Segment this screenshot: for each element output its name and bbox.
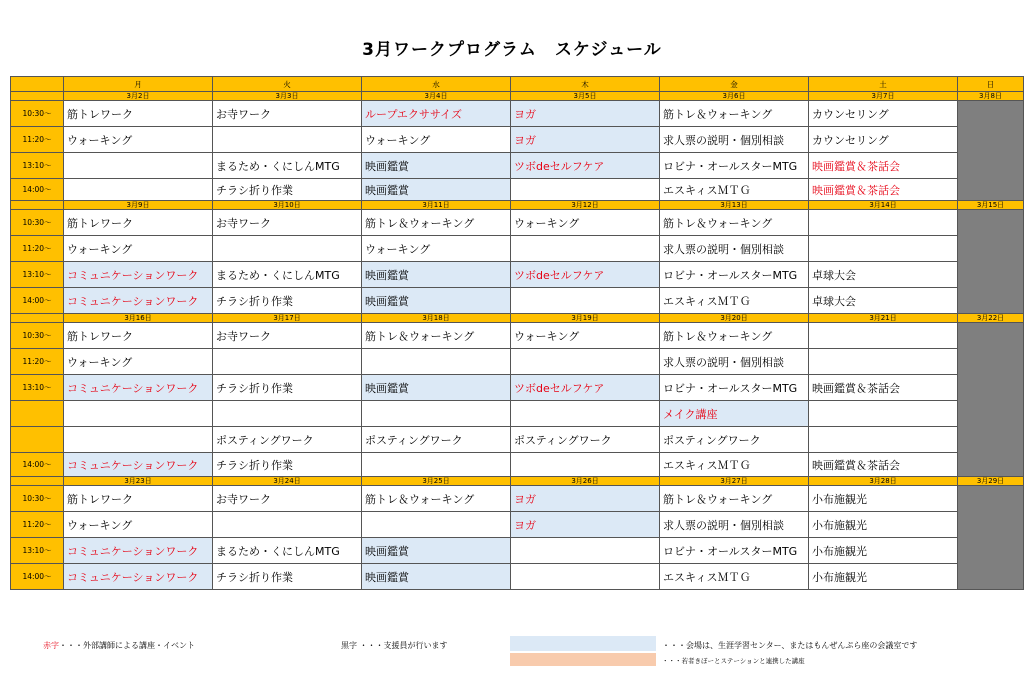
date-cell: 3月10日 — [213, 201, 362, 210]
activity-cell: 映画鑑賞 — [362, 375, 511, 401]
date-corner-cell — [11, 477, 64, 486]
activity-cell — [809, 323, 958, 349]
activity-cell: コミュニケーションワーク — [64, 453, 213, 477]
activity-cell: 筋トレワーク — [64, 210, 213, 236]
activity-cell: ウォーキング — [64, 349, 213, 375]
day-header: 土 — [809, 77, 958, 92]
date-cell: 3月18日 — [362, 314, 511, 323]
activity-cell: コミュニケーションワーク — [64, 564, 213, 590]
activity-cell — [809, 236, 958, 262]
activity-cell — [64, 427, 213, 453]
activity-cell: ウォーキング — [511, 210, 660, 236]
activity-cell: 映画鑑賞＆茶話会 — [809, 453, 958, 477]
activity-cell: お寺ワーク — [213, 101, 362, 127]
activity-cell: ツボdeセルフケア — [511, 153, 660, 179]
activity-cell: ループエクササイズ — [362, 101, 511, 127]
activity-cell — [511, 236, 660, 262]
activity-cell: 映画鑑賞 — [362, 288, 511, 314]
time-cell: 10:30～ — [11, 101, 64, 127]
activity-cell — [809, 401, 958, 427]
activity-cell — [362, 401, 511, 427]
schedule-row — [11, 288, 1024, 314]
schedule-row — [11, 375, 1024, 401]
activity-cell: まるため・くにしんMTG — [213, 538, 362, 564]
schedule-row — [11, 486, 1024, 512]
activity-cell: お寺ワーク — [213, 210, 362, 236]
date-cell: 3月11日 — [362, 201, 511, 210]
activity-cell — [809, 427, 958, 453]
schedule-row — [11, 401, 1024, 427]
date-header-row — [11, 314, 1024, 323]
date-cell: 3月5日 — [511, 92, 660, 101]
activity-cell: 筋トレ＆ウォーキング — [660, 210, 809, 236]
activity-cell — [64, 401, 213, 427]
sunday-closed-cell — [958, 323, 1024, 477]
activity-cell: エスキィスＭＴＧ — [660, 453, 809, 477]
date-cell: 3月27日 — [660, 477, 809, 486]
activity-cell: ウォーキング — [362, 236, 511, 262]
time-cell: 11:20～ — [11, 349, 64, 375]
time-cell — [11, 427, 64, 453]
date-cell: 3月24日 — [213, 477, 362, 486]
activity-cell: カウンセリング — [809, 101, 958, 127]
activity-cell: 映画鑑賞 — [362, 564, 511, 590]
schedule-table — [10, 76, 1024, 590]
activity-cell: メイク講座 — [660, 401, 809, 427]
activity-cell — [511, 538, 660, 564]
activity-cell: 小布施観光 — [809, 564, 958, 590]
day-header: 水 — [362, 77, 511, 92]
time-cell: 11:20～ — [11, 512, 64, 538]
activity-cell: 映画鑑賞 — [362, 262, 511, 288]
date-corner-cell — [11, 314, 64, 323]
activity-cell: チラシ折り作業 — [213, 179, 362, 201]
date-cell: 3月15日 — [958, 201, 1024, 210]
date-cell: 3月2日 — [64, 92, 213, 101]
date-cell: 3月16日 — [64, 314, 213, 323]
schedule-row — [11, 236, 1024, 262]
time-cell: 10:30～ — [11, 486, 64, 512]
activity-cell — [362, 512, 511, 538]
activity-cell — [213, 512, 362, 538]
page-title: 3月ワークプログラム スケジュール — [362, 40, 662, 60]
time-cell: 10:30～ — [11, 210, 64, 236]
activity-cell: ロビナ・オールスターMTG — [660, 538, 809, 564]
date-cell: 3月7日 — [809, 92, 958, 101]
activity-cell: 求人票の説明・個別相談 — [660, 236, 809, 262]
weekday-header-row — [11, 77, 1024, 92]
activity-cell: 求人票の説明・個別相談 — [660, 127, 809, 153]
time-cell — [11, 401, 64, 427]
activity-cell: コミュニケーションワーク — [64, 375, 213, 401]
activity-cell: 卓球大会 — [809, 262, 958, 288]
activity-cell: コミュニケーションワーク — [64, 538, 213, 564]
activity-cell: お寺ワーク — [213, 323, 362, 349]
time-cell: 14:00～ — [11, 288, 64, 314]
activity-cell — [64, 153, 213, 179]
sunday-closed-cell — [958, 210, 1024, 314]
activity-cell: 映画鑑賞 — [362, 153, 511, 179]
date-cell: 3月17日 — [213, 314, 362, 323]
activity-cell — [511, 453, 660, 477]
activity-cell: ウォーキング — [64, 236, 213, 262]
schedule-row — [11, 262, 1024, 288]
schedule-row — [11, 153, 1024, 179]
activity-cell: ヨガ — [511, 127, 660, 153]
activity-cell — [213, 236, 362, 262]
legend-orange: ・・・若者きぼーとステーションと連携した講座 — [662, 657, 805, 665]
schedule-row — [11, 453, 1024, 477]
time-cell: 11:20～ — [11, 127, 64, 153]
activity-cell: チラシ折り作業 — [213, 288, 362, 314]
activity-cell: チラシ折り作業 — [213, 564, 362, 590]
date-cell: 3月6日 — [660, 92, 809, 101]
schedule-row — [11, 427, 1024, 453]
corner-cell — [11, 77, 64, 92]
date-cell: 3月20日 — [660, 314, 809, 323]
activity-cell — [511, 288, 660, 314]
sunday-closed-cell — [958, 486, 1024, 590]
day-header: 火 — [213, 77, 362, 92]
activity-cell — [511, 349, 660, 375]
legend-blue-swatch — [510, 636, 656, 651]
activity-cell: ポスティングワーク — [660, 427, 809, 453]
activity-cell: チラシ折り作業 — [213, 375, 362, 401]
date-cell: 3月8日 — [958, 92, 1024, 101]
activity-cell: 筋トレワーク — [64, 486, 213, 512]
activity-cell: 映画鑑賞＆茶話会 — [809, 179, 958, 201]
activity-cell: 求人票の説明・個別相談 — [660, 349, 809, 375]
date-cell: 3月26日 — [511, 477, 660, 486]
date-cell: 3月3日 — [213, 92, 362, 101]
activity-cell: ロビナ・オールスターMTG — [660, 375, 809, 401]
date-cell: 3月13日 — [660, 201, 809, 210]
legend-red-text: ・・・外部講師による講座・イベント — [59, 641, 195, 650]
schedule-row — [11, 512, 1024, 538]
activity-cell: ウォーキング — [362, 127, 511, 153]
time-cell: 13:10～ — [11, 262, 64, 288]
legend-red-label: 赤字 — [43, 641, 59, 650]
activity-cell: コミュニケーションワーク — [64, 262, 213, 288]
activity-cell: ヨガ — [511, 512, 660, 538]
activity-cell: 筋トレ＆ウォーキング — [362, 486, 511, 512]
schedule-row — [11, 210, 1024, 236]
activity-cell: お寺ワーク — [213, 486, 362, 512]
schedule-row — [11, 101, 1024, 127]
time-cell: 10:30～ — [11, 323, 64, 349]
activity-cell: 小布施観光 — [809, 486, 958, 512]
activity-cell: チラシ折り作業 — [213, 453, 362, 477]
activity-cell — [809, 349, 958, 375]
activity-cell: 映画鑑賞 — [362, 538, 511, 564]
activity-cell: ロビナ・オールスターMTG — [660, 153, 809, 179]
legend-black: 黒字 ・・・支援員が行います — [341, 641, 448, 650]
activity-cell: ヨガ — [511, 486, 660, 512]
date-cell: 3月23日 — [64, 477, 213, 486]
activity-cell: 卓球大会 — [809, 288, 958, 314]
date-cell: 3月4日 — [362, 92, 511, 101]
activity-cell: 求人票の説明・個別相談 — [660, 512, 809, 538]
schedule-row — [11, 538, 1024, 564]
activity-cell — [511, 564, 660, 590]
time-cell: 13:10～ — [11, 375, 64, 401]
activity-cell: 小布施観光 — [809, 538, 958, 564]
activity-cell: エスキィスＭＴＧ — [660, 288, 809, 314]
activity-cell: まるため・くにしんMTG — [213, 153, 362, 179]
activity-cell — [213, 127, 362, 153]
activity-cell: 筋トレ＆ウォーキング — [362, 210, 511, 236]
activity-cell — [511, 401, 660, 427]
day-header: 金 — [660, 77, 809, 92]
time-cell: 14:00～ — [11, 179, 64, 201]
activity-cell: ウォーキング — [64, 127, 213, 153]
activity-cell: 筋トレ＆ウォーキング — [362, 323, 511, 349]
sunday-closed-cell — [958, 101, 1024, 201]
activity-cell: 映画鑑賞 — [362, 179, 511, 201]
activity-cell: ヨガ — [511, 101, 660, 127]
schedule-row — [11, 349, 1024, 375]
activity-cell: ポスティングワーク — [362, 427, 511, 453]
time-cell: 13:10～ — [11, 153, 64, 179]
legend-orange-swatch — [510, 653, 656, 666]
activity-cell: ウォーキング — [511, 323, 660, 349]
legend-red — [43, 640, 195, 651]
activity-cell: 筋トレ＆ウォーキング — [660, 101, 809, 127]
activity-cell — [511, 179, 660, 201]
date-cell: 3月29日 — [958, 477, 1024, 486]
activity-cell: 小布施観光 — [809, 512, 958, 538]
time-cell: 11:20～ — [11, 236, 64, 262]
activity-cell: まるため・くにしんMTG — [213, 262, 362, 288]
day-header: 木 — [511, 77, 660, 92]
activity-cell — [213, 401, 362, 427]
day-header: 日 — [958, 77, 1024, 92]
activity-cell: 筋トレ＆ウォーキング — [660, 323, 809, 349]
date-cell: 3月9日 — [64, 201, 213, 210]
date-cell: 3月22日 — [958, 314, 1024, 323]
time-cell: 14:00～ — [11, 564, 64, 590]
schedule-row — [11, 127, 1024, 153]
activity-cell: ロビナ・オールスターMTG — [660, 262, 809, 288]
activity-cell: 映画鑑賞＆茶話会 — [809, 375, 958, 401]
schedule-row — [11, 179, 1024, 201]
legend-blue: ・・・会場は、生涯学習センター、またはもんぜんぷら座の会議室です — [662, 641, 918, 650]
activity-cell: ツボdeセルフケア — [511, 262, 660, 288]
activity-cell: 映画鑑賞＆茶話会 — [809, 153, 958, 179]
date-corner-cell — [11, 92, 64, 101]
date-cell: 3月14日 — [809, 201, 958, 210]
activity-cell — [64, 179, 213, 201]
time-cell: 14:00～ — [11, 453, 64, 477]
schedule-row — [11, 564, 1024, 590]
day-header: 月 — [64, 77, 213, 92]
activity-cell: ポスティングワーク — [511, 427, 660, 453]
date-header-row — [11, 477, 1024, 486]
date-cell: 3月12日 — [511, 201, 660, 210]
activity-cell: カウンセリング — [809, 127, 958, 153]
date-header-row — [11, 201, 1024, 210]
date-cell: 3月21日 — [809, 314, 958, 323]
activity-cell: エスキィスＭＴＧ — [660, 564, 809, 590]
activity-cell: 筋トレワーク — [64, 101, 213, 127]
date-cell: 3月19日 — [511, 314, 660, 323]
activity-cell: ウォーキング — [64, 512, 213, 538]
activity-cell — [362, 349, 511, 375]
activity-cell — [809, 210, 958, 236]
activity-cell — [362, 453, 511, 477]
schedule-row — [11, 323, 1024, 349]
activity-cell — [213, 349, 362, 375]
activity-cell: ポスティングワーク — [213, 427, 362, 453]
date-cell: 3月25日 — [362, 477, 511, 486]
activity-cell: コミュニケーションワーク — [64, 288, 213, 314]
activity-cell: エスキィスＭＴＧ — [660, 179, 809, 201]
activity-cell: 筋トレワーク — [64, 323, 213, 349]
date-header-row — [11, 92, 1024, 101]
activity-cell: 筋トレ＆ウォーキング — [660, 486, 809, 512]
time-cell: 13:10～ — [11, 538, 64, 564]
date-corner-cell — [11, 201, 64, 210]
date-cell: 3月28日 — [809, 477, 958, 486]
activity-cell: ツボdeセルフケア — [511, 375, 660, 401]
